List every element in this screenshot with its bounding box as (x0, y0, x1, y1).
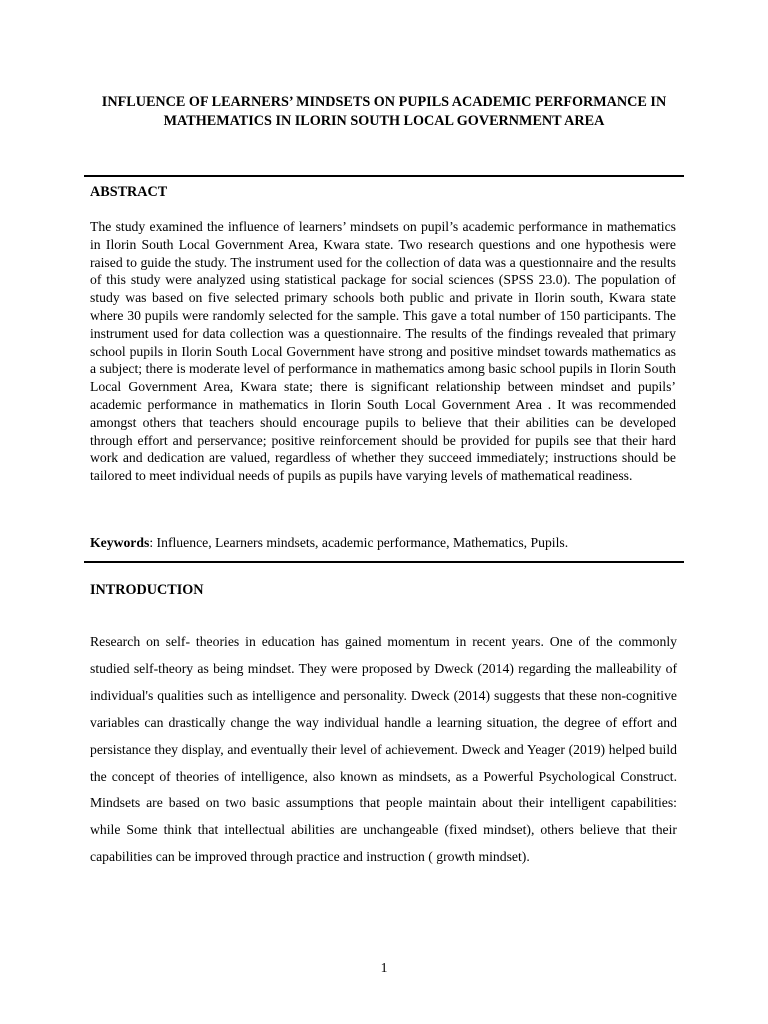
top-divider (84, 175, 684, 177)
abstract-body: The study examined the influence of learners’ mindsets on pupil’s academic performance in mathematics in Ilorin South Local Government Area, Kwara state. Two research questions and one hypothesis were raised to guide the study. The instrument used for the collection of data was a questionnaire and the results of this study were analyzed using statistical package for social sciences (SPSS 23.0). The population of study was based on five selected primary schools both public and private in Ilorin south, Kwara state where 30 pupils were randomly selected for the sample. This gave a total number of 150 participants. The instrument used for data collection was a questionnaire. The results of the findings revealed that primary school pupils in Ilorin South Local Government have strong and positive mindset towards mathematics as a subject; there is moderate level of performance in mathematics among basic school pupils in Ilorin South Local Government Area, Kwara state; there is significant relationship between mindset and pupils’ academic performance in mathematics in Ilorin South Local Government Area . It was recommended amongst others that teachers should encourage pupils to believe that their abilities can be developed through effort and perservance; positive reinforcement should be provided for pupils see that their hard work and dedication are valued, regardless of whether they succeed immediately; instructions should be tailored to meet individual needs of pupils as pupils have varying levels of mathematical readiness. (90, 219, 676, 484)
keywords-line (90, 534, 680, 552)
introduction-body: Research on self- theories in education has gained momentum in recent years. One of the commonly studied self-theory as being mindset. They were proposed by Dweck (2014) regarding the malleability of individual's qualities such as intelligence and personality. Dweck (2014) suggests that these non-cognitive variables can drastically change the way individual handle a learning situation, the degree of effort and persistance they display, and eventually their level of achievement. Dweck and Yeager (2019) helped build the concept of theories of intelligence, also known as mindsets, as a Powerful Psychological Construct. Mindsets are based on two basic assumptions that people maintain about their intelligent capabilities: while Some think that intellectual abilities are unchangeable (fixed mindset), others believe that their capabilities can be improved through practice and instruction ( growth mindset). (90, 634, 677, 865)
bottom-divider (84, 561, 684, 563)
keywords-text: : Influence, Learners mindsets, academic performance, Mathematics, Pupils. (149, 535, 569, 550)
page-number: 1 (380, 960, 388, 975)
keywords-label: Keywords (90, 535, 150, 550)
paper-title: INFLUENCE OF LEARNERS’ MINDSETS ON PUPILS ACADEMIC PERFORMANCE IN MATHEMATICS IN ILORIN SOUTH LOCAL GOVERNMENT AREA (101, 94, 667, 129)
introduction-heading: INTRODUCTION (90, 582, 204, 598)
abstract-heading: ABSTRACT (90, 184, 168, 200)
